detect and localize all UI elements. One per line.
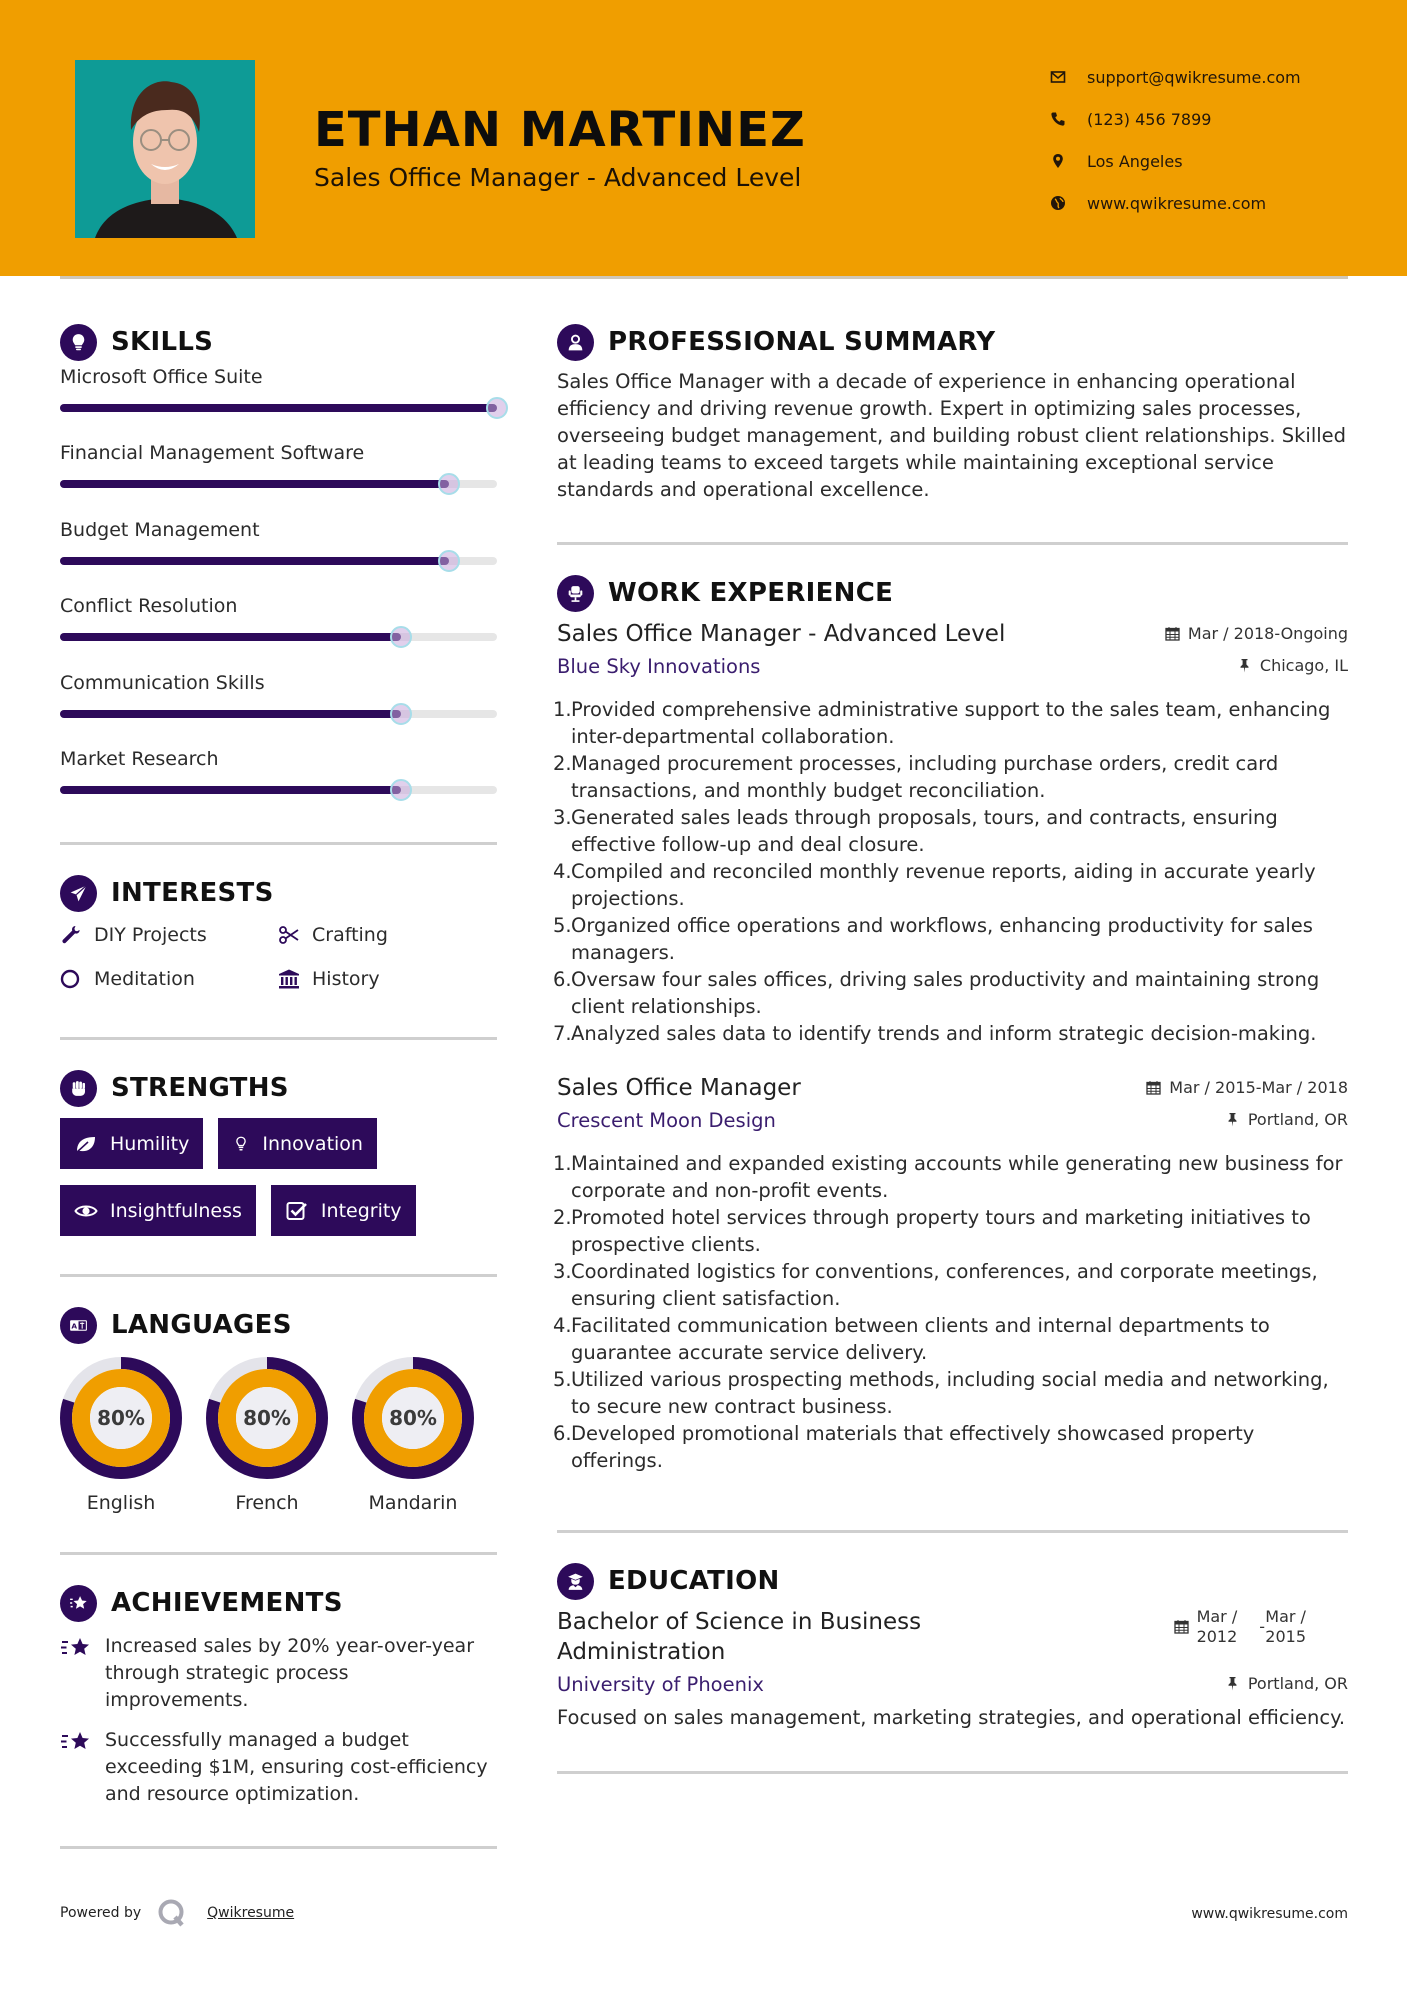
wrench-icon (60, 924, 94, 946)
job-bullet-text: Developed promotional materials that effectively showcased property offerings. (571, 1422, 1255, 1472)
skills-heading (60, 322, 497, 362)
contact-phone[interactable] (1050, 98, 1301, 140)
experience-title: WORK EXPERIENCE (608, 578, 894, 608)
qwikresume-logo-icon (157, 1898, 187, 1928)
interest-item (60, 965, 278, 993)
job-subheader (557, 1109, 1348, 1132)
skill-bar-knob (486, 397, 508, 419)
section-divider (60, 842, 497, 845)
job-header (557, 1075, 1348, 1101)
job-location-text: Chicago, IL (1259, 656, 1348, 675)
person-photo-icon (75, 60, 255, 238)
education-end-year: 2015 (1265, 1627, 1306, 1646)
section-divider (557, 1530, 1348, 1533)
achievements-heading (60, 1583, 497, 1623)
header-divider (60, 276, 1348, 279)
skill-bar-fill (60, 786, 401, 794)
job-bullet-text: Maintained and expanded existing accounts while generating new business for corporate and non-profit events. (571, 1152, 1343, 1202)
skill-bar-knob (390, 779, 412, 801)
calendar-icon (1146, 1080, 1161, 1095)
candidate-title: Sales Office Manager - Advanced Level (314, 163, 802, 192)
education-header (557, 1607, 1348, 1667)
strength-tag (218, 1118, 377, 1169)
interest-label: Meditation (94, 968, 195, 991)
education-location-text: Portland, OR (1247, 1674, 1348, 1693)
job-bullet-text: Facilitated communication between clients and internal departments to guarantee accurate service delivery. (571, 1314, 1270, 1364)
company-name: Crescent Moon Design (557, 1109, 776, 1132)
job-bullet: 5. Organized office operations and workflows, enhancing productivity for sales managers. (557, 912, 1348, 966)
education-entry (557, 1607, 1348, 1731)
language-name: English (86, 1492, 156, 1515)
education-location (1225, 1674, 1348, 1693)
job-entry (553, 1075, 1348, 1474)
job-bullet: 5. Utilized various prospecting methods, including social media and networking, to secure new contract business. (557, 1366, 1348, 1420)
skill-item (60, 517, 497, 593)
job-title: Sales Office Manager - Advanced Level (557, 621, 1006, 647)
interests-list (60, 921, 497, 993)
skill-bar (60, 710, 497, 718)
company-name: Blue Sky Innovations (557, 655, 761, 678)
calendar-icon (1165, 626, 1180, 641)
skill-item (60, 593, 497, 669)
job-bullet: 6. Developed promotional materials that effectively showcased property offerings. (557, 1420, 1348, 1474)
job-bullet-text: Generated sales leads through proposals, tours, and contracts, ensuring effective follow-up and deal closure. (571, 806, 1278, 856)
interest-item (60, 921, 278, 949)
achievements-title: ACHIEVEMENTS (111, 1588, 343, 1619)
language-name: Mandarin (368, 1492, 458, 1515)
job-bullet-text: Promoted hotel services through property tours and marketing initiatives to prospective clients. (571, 1206, 1311, 1256)
eye-icon (74, 1200, 98, 1222)
section-divider (60, 1846, 497, 1849)
education-start (1197, 1607, 1238, 1647)
strength-label: Innovation (262, 1132, 363, 1155)
contact-website-text: www.qwikresume.com (1087, 193, 1267, 213)
language-item (352, 1357, 474, 1514)
lightbulb-icon (232, 1133, 250, 1155)
job-bullet-text: Compiled and reconciled monthly revenue reports, aiding in accurate yearly projections. (571, 860, 1316, 910)
job-location-text: Portland, OR (1247, 1110, 1348, 1129)
language-donut (352, 1357, 474, 1479)
strength-label: Humility (110, 1132, 190, 1155)
pushpin-icon (1225, 1676, 1240, 1691)
section-divider (557, 542, 1348, 545)
languages-title: LANGUAGES (111, 1310, 292, 1341)
job-bullet: 2. Managed procurement processes, including purchase orders, credit card transactions, and monthly budget reconciliation. (557, 750, 1348, 804)
education-heading (557, 1561, 1348, 1601)
job-bullet: 4. Compiled and reconciled monthly revenue reports, aiding in accurate yearly projections. (557, 858, 1348, 912)
language-item (206, 1357, 328, 1514)
job-bullet: 7. Analyzed sales data to identify trends and inform strategic decision-making. (553, 1022, 1317, 1045)
contact-website[interactable] (1050, 182, 1301, 224)
skill-bar-knob (438, 473, 460, 495)
footer-website-link[interactable]: www.qwikresume.com (1191, 1906, 1348, 1922)
strengths-title: STRENGTHS (111, 1073, 289, 1104)
interest-label: DIY Projects (94, 924, 207, 947)
left-column (60, 322, 497, 1849)
skill-label: Financial Management Software (60, 442, 365, 465)
job-bullet-text: Analyzed sales data to identify trends and inform strategic decision-making. (571, 1022, 1317, 1045)
skill-bar-fill (60, 710, 401, 718)
language-item (60, 1357, 182, 1514)
skill-bar (60, 404, 497, 412)
achievement-text: Successfully managed a budget exceeding $1M, ensuring cost-efficiency and resource optimization. (105, 1729, 488, 1806)
strength-label: Insightfulness (110, 1199, 242, 1222)
job-header (557, 621, 1348, 647)
language-percent: 80% (389, 1406, 437, 1431)
skill-label: Market Research (60, 747, 219, 770)
job-bullet: 1. Maintained and expanded existing accounts while generating new business for corporate and non-profit events. (557, 1150, 1348, 1204)
section-divider (557, 1771, 1348, 1774)
checkbox-icon (285, 1200, 309, 1222)
education-subheader (557, 1673, 1348, 1696)
skill-bar-knob (390, 703, 412, 725)
shooting-star-icon (60, 1585, 97, 1622)
pushpin-icon (1237, 658, 1252, 673)
strength-tag (271, 1185, 416, 1236)
interest-item (278, 921, 496, 949)
svg-text:A: A (71, 1321, 78, 1331)
skill-bar (60, 786, 497, 794)
contact-location (1050, 140, 1301, 182)
phone-icon (1050, 111, 1087, 127)
envelope-icon (1050, 69, 1087, 85)
lightbulb-icon (60, 324, 97, 361)
contact-phone-text: (123) 456 7899 (1087, 109, 1212, 129)
job-bullet: 6. Oversaw four sales offices, driving sales productivity and maintaining strong client relationships. (557, 966, 1348, 1020)
job-bullet: 3. Generated sales leads through proposals, tours, and contracts, ensuring effective follow-up and deal closure. (557, 804, 1348, 858)
strength-tag (60, 1118, 203, 1169)
language-icon (60, 1307, 97, 1344)
job-bullet: 3. Coordinated logistics for conventions, conferences, and corporate meetings, ensuring client satisfaction. (557, 1258, 1348, 1312)
language-donut (206, 1357, 328, 1479)
interest-label: Crafting (312, 924, 388, 947)
user-icon (557, 324, 594, 361)
skill-label: Budget Management (60, 518, 260, 541)
education-title: EDUCATION (608, 1566, 780, 1596)
education-start-month: Mar / (1196, 1607, 1238, 1626)
job-dates-text: Mar / 2018-Ongoing (1187, 624, 1348, 643)
skill-bar-fill (60, 404, 497, 412)
job-dates (1165, 624, 1348, 643)
education-start-year: 2012 (1196, 1627, 1238, 1646)
qwikresume-link[interactable]: Qwikresume (207, 1905, 295, 1921)
shooting-star-icon (60, 1633, 105, 1714)
date-separator: - (1259, 1617, 1266, 1636)
job-title: Sales Office Manager (557, 1075, 801, 1101)
job-entry (553, 621, 1348, 1047)
job-bullet: 4. Facilitated communication between clients and internal departments to guarantee accurate service delivery. (557, 1312, 1348, 1366)
achievement-text: Increased sales by 20% year-over-year through strategic process improvements. (105, 1635, 475, 1712)
skill-item (60, 440, 497, 516)
education-description: Focused on sales management, marketing strategies, and operational efficiency. (557, 1706, 1346, 1729)
job-bullet-text: Oversaw four sales offices, driving sales productivity and maintaining strong client relationships. (571, 968, 1320, 1018)
interest-item (278, 965, 496, 993)
job-subheader (557, 655, 1348, 678)
language-donut (60, 1357, 182, 1479)
section-divider (60, 1274, 497, 1277)
graduate-icon (557, 1563, 594, 1600)
language-percent: 80% (243, 1406, 291, 1431)
skill-bar-fill (60, 633, 401, 641)
contact-email-text: support@qwikresume.com (1087, 67, 1301, 87)
leaf-icon (74, 1133, 98, 1155)
fist-icon (60, 1070, 97, 1107)
candidate-name: ETHAN MARTINEZ (314, 102, 806, 158)
interests-title: INTERESTS (111, 878, 274, 909)
skill-label: Communication Skills (60, 671, 265, 694)
job-bullet-text: Organized office operations and workflows, enhancing productivity for sales managers. (571, 914, 1313, 964)
office-chair-icon (557, 575, 594, 612)
skill-label: Conflict Resolution (60, 595, 238, 618)
right-column (553, 322, 1348, 1774)
skill-bar-fill (60, 480, 449, 488)
education-end-month: Mar / (1265, 1607, 1306, 1626)
bank-icon (278, 968, 312, 990)
skill-bar-knob (438, 550, 460, 572)
language-percent: 80% (97, 1406, 145, 1431)
skill-bar (60, 480, 497, 488)
degree-title: Bachelor of Science in Business Administration (557, 1609, 922, 1665)
skill-bar-fill (60, 557, 449, 565)
skill-bar (60, 633, 497, 641)
education-dates (1174, 1607, 1306, 1647)
summary-title: PROFESSIONAL SUMMARY (608, 327, 996, 357)
skills-list (60, 364, 497, 822)
job-bullet-text: Managed procurement processes, including purchase orders, credit card transactions, and monthly budget reconciliation. (571, 752, 1279, 802)
contact-list (1050, 56, 1301, 224)
school-name: University of Phoenix (557, 1673, 764, 1696)
profile-photo (75, 60, 255, 238)
shooting-star-icon (60, 1727, 105, 1808)
pushpin-icon (1225, 1112, 1240, 1127)
contact-email[interactable] (1050, 56, 1301, 98)
achievement-item (60, 1633, 497, 1714)
job-bullets (553, 696, 1348, 1047)
strengths-list (60, 1118, 497, 1236)
powered-by (60, 1898, 294, 1928)
powered-by-label: Powered by (60, 1905, 142, 1921)
summary-text: Sales Office Manager with a decade of experience in enhancing operational efficiency and driving revenue growth. Expert in optimizing sales processes, overseeing budget management, and building robust client relationships. Skilled at leading teams to exceed targets while maintaining exceptional service standards and operational excellence. (557, 370, 1347, 501)
skill-bar-knob (390, 626, 412, 648)
strength-tag (60, 1185, 256, 1236)
job-bullet: 1. Provided comprehensive administrative support to the sales team, enhancing inter-departmental collaboration. (557, 696, 1348, 750)
job-location (1237, 656, 1348, 675)
section-divider (60, 1037, 497, 1040)
language-name: French (235, 1492, 299, 1515)
resume-header (0, 0, 1407, 276)
skill-item (60, 670, 497, 746)
education-end (1259, 1607, 1306, 1647)
interests-heading (60, 873, 497, 913)
contact-location-text: Los Angeles (1087, 151, 1183, 171)
job-bullet: 2. Promoted hotel services through property tours and marketing initiatives to prospective clients. (557, 1204, 1348, 1258)
skill-bar (60, 557, 497, 565)
job-dates-text: Mar / 2015-Mar / 2018 (1169, 1078, 1348, 1097)
achievement-item (60, 1727, 497, 1808)
achievements-list (60, 1633, 497, 1808)
job-bullet-text: Utilized various prospecting methods, including social media and networking, to secure new contract business. (571, 1368, 1329, 1418)
job-location (1225, 1110, 1348, 1129)
skills-title: SKILLS (111, 327, 214, 357)
skill-label: Microsoft Office Suite (60, 366, 263, 388)
strength-label: Integrity (320, 1199, 402, 1222)
experience-heading (557, 573, 1348, 613)
map-marker-icon (1050, 153, 1087, 169)
interest-label: History (312, 968, 380, 991)
languages-list (60, 1357, 497, 1514)
scissors-icon (278, 924, 312, 946)
skill-item (60, 746, 497, 822)
paper-plane-icon (60, 875, 97, 912)
calendar-icon (1174, 1619, 1189, 1634)
job-dates (1146, 1078, 1348, 1097)
languages-heading (60, 1305, 497, 1345)
strengths-heading (60, 1068, 497, 1108)
summary-heading (557, 322, 1348, 362)
job-bullet-text: Coordinated logistics for conventions, conferences, and corporate meetings, ensuring client satisfaction. (571, 1260, 1318, 1310)
section-divider (60, 1552, 497, 1555)
job-bullets (553, 1150, 1348, 1474)
job-bullet-text: Provided comprehensive administrative support to the sales team, enhancing inter-departmental collaboration. (571, 698, 1331, 748)
circle-icon (60, 968, 94, 990)
globe-icon (1050, 195, 1087, 211)
skill-item (60, 364, 497, 440)
